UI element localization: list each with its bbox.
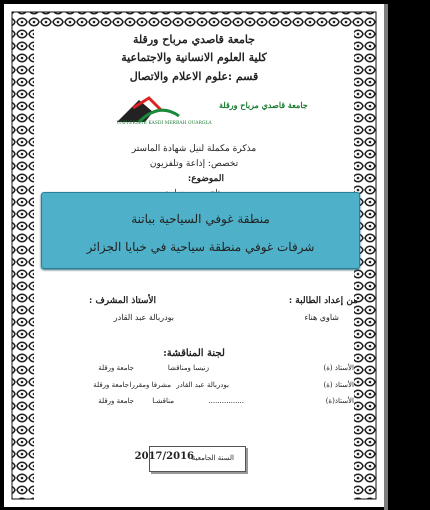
committee-title: لجنة المناقشة: <box>163 348 225 359</box>
specialization-line: تخصص: إذاعة وتلفزيون <box>149 159 239 169</box>
committee-3-title: الأستاذ(ة) <box>325 397 354 405</box>
supervisor-name: بودربالة عبد القادر <box>113 313 174 322</box>
department-name: قسم :علوم الاعلام والاتصال <box>129 70 259 83</box>
committee-2-name: بودربالة عبد القادر <box>176 381 229 389</box>
faculty-name: كلية العلوم الانسانية والاجتماعية <box>121 51 267 64</box>
committee-2-role: مشرفا ومقررا <box>129 381 171 389</box>
committee-2-title: الأستاذ (ة) <box>323 381 354 389</box>
title-line-2: شرفات غوفي منطقة سياحية في خبايا الجزائر <box>86 240 315 254</box>
year-label: السنة الجامعية <box>191 454 234 462</box>
committee-1-name: زنيسا ومناقشا <box>167 364 209 372</box>
logo-text: جامعة قاصدي مرباح ورقلة <box>219 100 308 110</box>
committee-3-role: مناقشـا <box>152 397 174 405</box>
student-label: من إعداد الطالبة : <box>288 296 358 306</box>
university-name: جامعة قاصدي مرباح ورقلة <box>133 33 255 46</box>
document-page <box>4 4 384 507</box>
committee-3-university: جامعة ورقلة <box>98 397 134 405</box>
title-line-1: منطقة غوفي السياحية بباتنة <box>131 212 270 226</box>
logo-latin: UNIVERSITE KASDI MERBAH OUARGLA <box>116 121 212 126</box>
memo-line: مذكرة مكملة لنيل شهادة الماستر <box>131 144 257 154</box>
committee-1-university: جامعة ورقلة <box>98 364 134 372</box>
student-name: شاوي هناء <box>304 313 339 322</box>
supervisor-label: الأستاذ المشرف : <box>89 296 156 306</box>
university-logo <box>109 92 308 130</box>
committee-3-name: ................ <box>208 397 244 405</box>
title-box <box>41 192 360 269</box>
committee-1-title: الأستاذ (ة) <box>323 364 354 372</box>
page-shadow <box>384 4 388 510</box>
year-value: 2017/2016 <box>134 451 194 462</box>
committee-2-university: جامعة ورقلة <box>93 381 129 389</box>
subject-label: الموضوع: <box>187 174 224 184</box>
